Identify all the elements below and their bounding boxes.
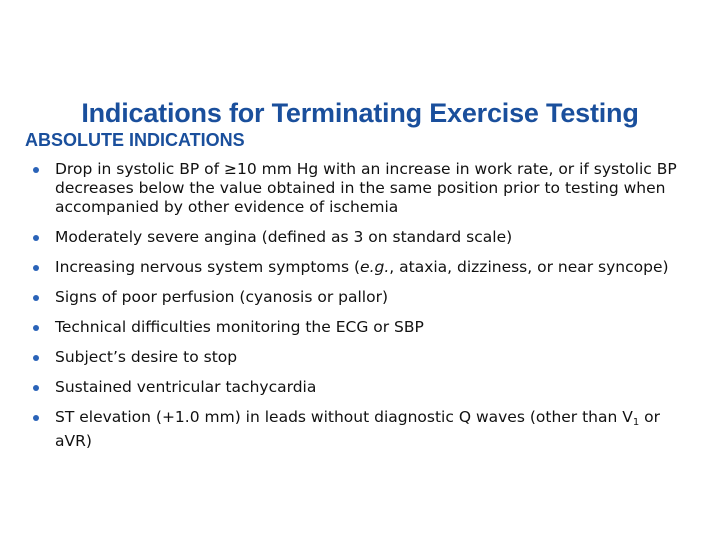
list-item	[0, 288, 700, 307]
bullet-icon	[33, 265, 39, 271]
list-item	[0, 348, 700, 367]
list-item	[0, 228, 700, 247]
section-heading: ABSOLUTE INDICATIONS	[25, 130, 245, 150]
list-item-text-emphasis: e.g.	[360, 258, 390, 276]
bullet-icon	[33, 325, 39, 331]
bullet-icon	[33, 355, 39, 361]
list-item-text: Subject’s desire to stop	[55, 348, 238, 366]
bullet-icon	[33, 385, 39, 391]
list-item-text: Drop in systolic BP of ≥10 mm Hg with an increase in work rate, or if systolic BP decreases below the value obtained in the same position prior to testing when accompanied by other evidence of ischemia	[55, 160, 677, 216]
list-item	[0, 408, 700, 451]
list-item-text-start: Increasing nervous system symptoms (	[55, 258, 361, 276]
list-item-text-end: or aVR)	[55, 408, 661, 450]
list-item-text-start: ST elevation (+1.0 mm) in leads without diagnostic Q waves (other than V	[55, 408, 633, 426]
bullet-icon	[33, 295, 39, 301]
bullet-icon	[33, 235, 39, 241]
slide-title: Indications for Terminating Exercise Testing	[81, 98, 639, 128]
bullet-icon	[33, 167, 39, 173]
list-item	[0, 258, 700, 277]
list-item	[0, 318, 700, 337]
list-item-text: Technical difficulties monitoring the ECG or SBP	[55, 318, 424, 336]
list-item-text: Signs of poor perfusion (cyanosis or pallor)	[55, 288, 388, 306]
list-item-text: Moderately severe angina (defined as 3 on standard scale)	[55, 228, 513, 246]
indications-list	[0, 160, 700, 462]
list-item-text: Sustained ventricular tachycardia	[55, 378, 317, 396]
list-item-text-end: , ataxia, dizziness, or near syncope)	[389, 258, 669, 276]
lead-subscript: 1	[632, 417, 640, 428]
bullet-icon	[33, 415, 39, 421]
list-item	[0, 160, 700, 217]
list-item	[0, 378, 700, 397]
